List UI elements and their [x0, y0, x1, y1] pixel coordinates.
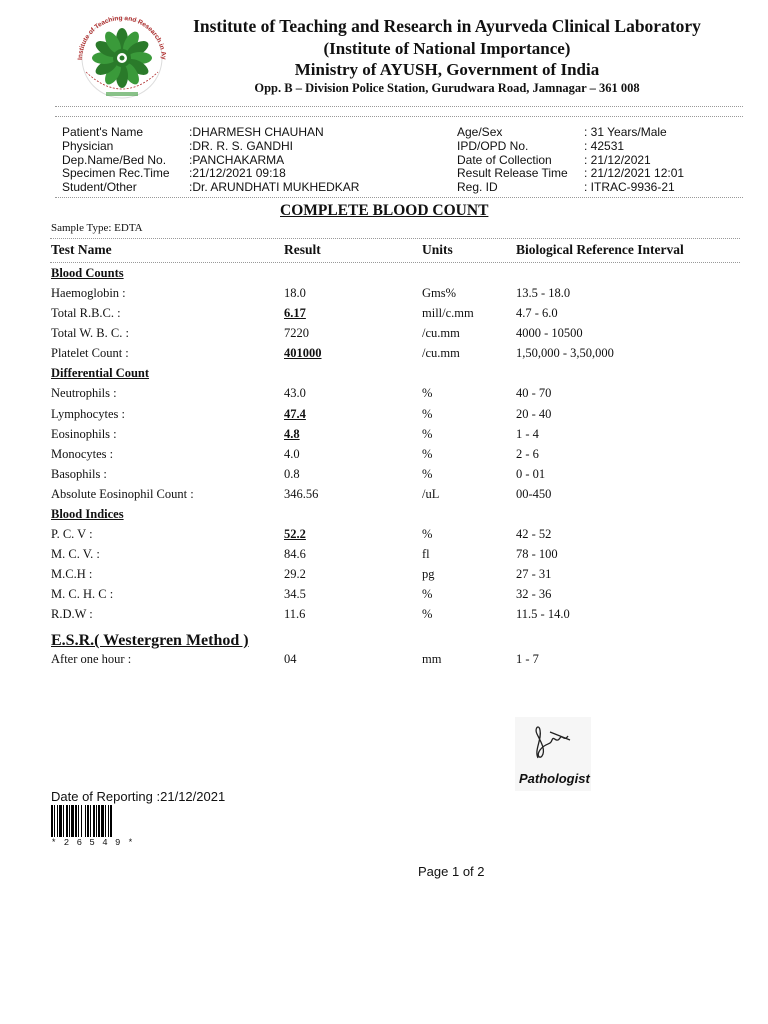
test-name: Platelet Count :	[51, 346, 129, 361]
patient-field-label: Specimen Rec.Time	[62, 166, 170, 181]
table-row	[0, 326, 768, 346]
table-row	[0, 447, 768, 467]
test-reference: 42 - 52	[516, 527, 552, 541]
patient-field-value: : 42531	[584, 138, 625, 153]
barcode-number: * 2 6 5 4 9 *	[51, 838, 135, 848]
date-of-reporting: Date of Reporting :21/12/2021	[51, 789, 226, 804]
institute-subtitle: (Institute of National Importance)	[323, 39, 571, 58]
test-units: %	[422, 466, 433, 481]
test-name: P. C. V :	[51, 527, 93, 541]
patient-field-value: : 21/12/2021 12:01	[584, 166, 685, 181]
table-row	[0, 386, 768, 406]
test-name: M. C. V. :	[51, 547, 100, 562]
test-reference: 1,50,000 - 3,50,000	[516, 346, 614, 361]
test-reference: 11.5 - 14.0	[516, 607, 570, 622]
test-units: %	[422, 527, 433, 541]
test-result: 6.17	[284, 306, 306, 321]
test-name: R.D.W :	[51, 607, 93, 622]
report-title: COMPLETE BLOOD COUNT	[280, 202, 489, 219]
column-header-test-name: Test Name	[51, 242, 112, 257]
test-reference: 4000 - 10500	[516, 326, 583, 341]
patient-field-label: Date of Collection	[457, 152, 552, 167]
institute-logo	[66, 10, 178, 102]
logo-ring-text: Institute of Teaching and Research in Ay	[76, 14, 168, 61]
test-reference: 20 - 40	[516, 406, 552, 421]
test-units: %	[422, 446, 433, 461]
test-result: 18.0	[284, 286, 306, 300]
test-units: /uL	[422, 486, 440, 501]
table-row	[0, 407, 768, 427]
table-header-top-divider	[50, 238, 740, 239]
test-reference: 0 - 01	[516, 466, 546, 481]
test-units: /cu.mm	[422, 326, 460, 341]
table-row	[0, 547, 768, 567]
test-units: mm	[422, 652, 442, 666]
test-reference: 27 - 31	[516, 567, 552, 582]
patient-field-value: :PANCHAKARMA	[189, 152, 285, 167]
patient-bottom-divider	[55, 197, 743, 198]
test-units: pg	[422, 567, 435, 582]
esr-heading: E.S.R.( Westergren Method )	[51, 632, 249, 649]
pathologist-signature	[520, 720, 580, 762]
section-heading: Blood Indices	[51, 507, 124, 521]
test-units: mill/c.mm	[422, 306, 474, 321]
test-reference: 40 - 70	[516, 386, 552, 401]
signature-label: Pathologist	[519, 771, 590, 786]
test-units: /cu.mm	[422, 346, 460, 361]
ministry-name: Ministry of AYUSH, Government of India	[294, 60, 600, 79]
table-row	[0, 286, 768, 306]
header-divider	[55, 106, 743, 107]
test-units: %	[422, 587, 433, 602]
patient-field-label: Student/Other	[62, 180, 137, 195]
patient-top-divider	[55, 116, 743, 117]
patient-field-value: :Dr. ARUNDHATI MUKHEDKAR	[189, 180, 360, 195]
test-name: M.C.H :	[51, 567, 93, 582]
table-row	[0, 427, 768, 447]
test-result: 43.0	[284, 386, 306, 401]
test-result: 34.5	[284, 587, 306, 602]
column-header-reference: Biological Reference Interval	[516, 242, 684, 257]
test-reference: 1 - 4	[516, 426, 539, 441]
table-row	[0, 567, 768, 587]
test-result: 4.0	[284, 446, 300, 461]
test-result: 04	[284, 652, 297, 666]
patient-field-label: Reg. ID	[457, 180, 498, 195]
test-reference: 78 - 100	[516, 547, 558, 562]
barcode	[51, 805, 131, 837]
test-units: fl	[422, 547, 430, 562]
column-header-result: Result	[284, 242, 321, 257]
table-row	[0, 487, 768, 507]
test-name: Total R.B.C. :	[51, 306, 121, 321]
section-heading: Differential Count	[51, 366, 150, 381]
test-reference: 32 - 36	[516, 587, 552, 602]
patient-field-value: :21/12/2021 09:18	[189, 166, 286, 181]
test-result: 346.56	[284, 486, 319, 501]
test-name: After one hour :	[51, 652, 132, 666]
patient-field-label: Dep.Name/Bed No.	[62, 152, 167, 167]
test-result: 0.8	[284, 466, 300, 481]
test-result: 84.6	[284, 547, 306, 562]
patient-values-right	[584, 126, 684, 195]
patient-field-value: : ITRAC-9936-21	[584, 180, 675, 195]
section-heading: Blood Counts	[51, 266, 124, 280]
sample-type: Sample Type: EDTA	[51, 222, 143, 234]
test-reference: 1 - 7	[516, 652, 539, 666]
column-header-units: Units	[422, 242, 453, 257]
test-name: Haemoglobin :	[51, 286, 126, 300]
test-name: Eosinophils :	[51, 426, 117, 441]
institute-address: Opp. B – Division Police Station, Gurudwara Road, Jamnagar – 361 008	[254, 81, 640, 95]
patient-field-label: Physician	[62, 138, 114, 153]
test-result: 52.2	[284, 527, 306, 541]
test-units: %	[422, 426, 433, 441]
test-name: Neutrophils :	[51, 386, 117, 401]
patient-labels-left	[62, 126, 170, 195]
test-result: 11.6	[284, 607, 306, 622]
table-row	[0, 346, 768, 366]
table-row	[0, 306, 768, 326]
patient-values-left	[189, 126, 359, 195]
institute-name: Institute of Teaching and Research in Ayurveda Clinical Laboratory	[193, 16, 701, 36]
table-row	[0, 467, 768, 487]
table-row	[0, 587, 768, 607]
table-header-bottom-divider	[50, 262, 740, 263]
patient-field-value: :DR. R. S. GANDHI	[189, 138, 294, 153]
test-name: Total W. B. C. :	[51, 326, 129, 341]
test-reference: 13.5 - 18.0	[516, 286, 571, 300]
test-units: %	[422, 406, 433, 421]
page-number: Page 1 of 2	[418, 864, 485, 879]
test-result: 47.4	[284, 406, 306, 421]
test-name: Monocytes :	[51, 446, 114, 461]
test-reference: 2 - 6	[516, 446, 539, 461]
table-row	[0, 652, 768, 672]
patient-labels-right	[457, 126, 568, 195]
patient-field-label: IPD/OPD No.	[457, 138, 529, 153]
table-row	[0, 527, 768, 547]
test-name: Absolute Eosinophil Count :	[51, 486, 194, 501]
test-units: Gms%	[422, 286, 457, 300]
test-reference: 4.7 - 6.0	[516, 306, 558, 321]
patient-field-value: : 21/12/2021	[584, 152, 651, 167]
test-name: M. C. H. C :	[51, 587, 114, 602]
test-result: 29.2	[284, 567, 306, 582]
patient-field-value: :DHARMESH CHAUHAN	[189, 125, 324, 139]
test-name: Lymphocytes :	[51, 406, 125, 421]
patient-field-label: Patient's Name	[62, 125, 143, 139]
table-row	[0, 607, 768, 627]
patient-field-label: Result Release Time	[457, 166, 568, 181]
test-result: 4.8	[284, 426, 300, 441]
test-units: %	[422, 386, 433, 401]
test-reference: 00-450	[516, 486, 552, 501]
test-result: 401000	[284, 346, 322, 361]
test-name: Basophils :	[51, 466, 107, 481]
patient-field-value: : 31 Years/Male	[584, 125, 667, 139]
test-result: 7220	[284, 326, 309, 341]
patient-field-label: Age/Sex	[457, 125, 503, 139]
test-units: %	[422, 607, 433, 622]
